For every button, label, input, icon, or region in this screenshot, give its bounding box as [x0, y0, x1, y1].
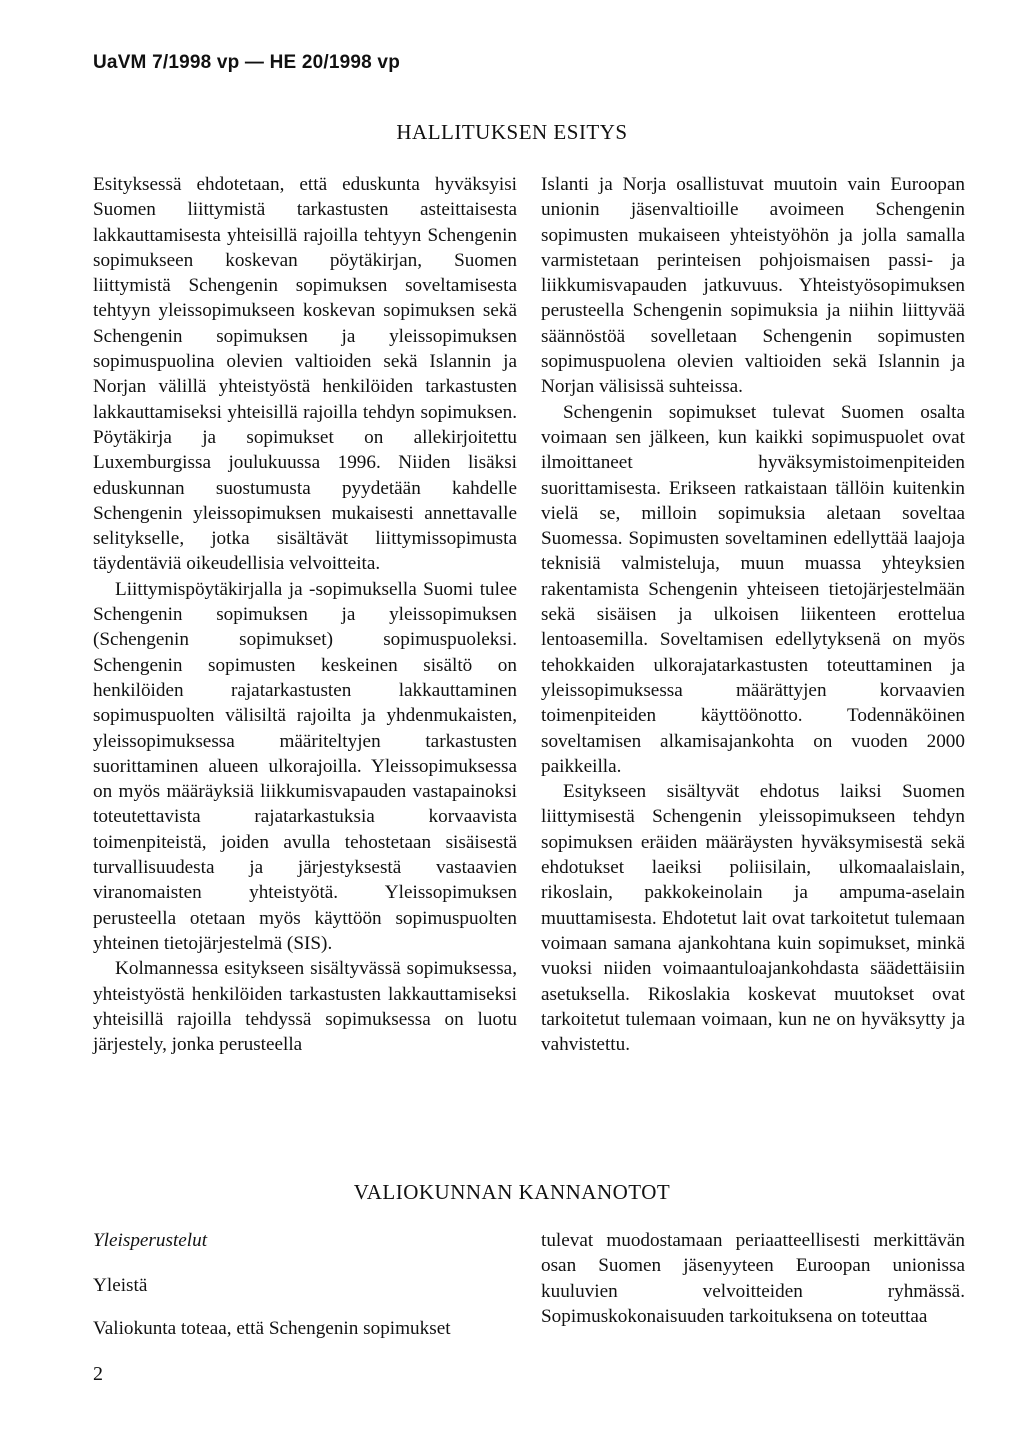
paragraph: tulevat muodostamaan periaatteellisesti merkittävän osan Suomen jäsenyyteen Euroopan unionissa kuuluvien velvoitteiden ryhmässä. Sopimuskokonaisuuden tarkoituksena on toteuttaa [541, 1230, 965, 1327]
paragraph: Schengenin sopimukset tulevat Suomen osalta voimaan sen jälkeen, kun kaikki sopimuspuolet ovat ilmoittaneet hyväksymistoimenpiteiden suorittamisesta. Erikseen ratkaistaan tällöin kuitenkin vielä se, milloin sopimuksia aletaan soveltaa Suomessa. Sopimusten soveltaminen edellyttää laajoja teknisiä valmisteluja, muun muassa yhteyksien rakentamista Schengenin yhteiseen tietojärjestelmään sekä sisäisen ja ulkoisen liikenteen erottelua lentoasemilla. Soveltamisen edellytyksenä on myös tehokkaiden ulkorajatarkastusten toteuttaminen ja yleissopimuksessa määrättyjen korvaavien toimenpiteiden käyttöönotto. Todennäköinen soveltamisen alkamisajankohta on vuoden 2000 paikkeilla. [541, 401, 965, 777]
paragraph: Islanti ja Norja osallistuvat muutoin vain Euroopan unionin jäsenvaltioille avoimeen Schengenin sopimusten mukaiseen yhteistyöhön ja jolla samalla varmistetaan perinteisen pohjoismaisen passi- ja liikkumisvapauden jatkuvuus. Yhteistyösopimuksen perusteella Schengenin sopimuksia ja niihin liittyvää säännöstöä sovelletaan Schengenin sopimusten sopimuspuolena olevien valtioiden sekä Islannin ja Norjan välisissä suhteissa. [541, 174, 965, 398]
section-title-hallituksen-esitys: HALLITUKSEN ESITYS [396, 120, 628, 144]
section1-right-column [541, 172, 965, 1057]
section2-right-column [541, 1228, 965, 1329]
subheading-yleista: Yleistä [93, 1275, 148, 1296]
page-number: 2 [93, 1363, 103, 1385]
subheading-yleisperustelut: Yleisperustelut [93, 1230, 208, 1251]
document-header: UaVM 7/1998 vp — HE 20/1998 vp [93, 52, 400, 73]
section2-left-column [93, 1228, 517, 1341]
section-title-valiokunnan-kannanotot: VALIOKUNNAN KANNANOTOT [353, 1180, 671, 1204]
paragraph: Liittymispöytäkirjalla ja -sopimuksella Suomi tulee Schengenin sopimuksen ja yleissopimuksen (Schengenin sopimukset) sopimuspuoleksi. Schengenin sopimusten keskeinen sisältö on henkilöiden rajatarkastusten lakkauttaminen sopimuspuolten välisiltä rajoilta ja yhdenmukaisten, yleissopimuksessa määriteltyjen tarkastusten suorittaminen alueen ulkorajoilla. Yleissopimuksessa on myös määräyksiä liikkumisvapauden vastapainoksi toteutettavista rajatarkastuksia korvaavista toimenpiteistä, joiden avulla tehostetaan sisäisestä turvallisuudesta ja järjestyksestä vastaavien viranomaisten yhteistyötä. Yleissopimuksen perusteella otetaan myös käyttöön sopimuspuolten yhteinen tietojärjestelmä (SIS). [93, 578, 517, 954]
section1-left-column [93, 172, 517, 1057]
paragraph: Esitykseen sisältyvät ehdotus laiksi Suomen liittymisestä Schengenin yleissopimukseen tehdyn sopimuksen eräiden määräysten hyväksymisestä sekä ehdotukset laeiksi poliisilain, ulkomaalaislain, rikoslain, pakkokeinolain ja ampuma-aselain muuttamisesta. Ehdotetut lait ovat tarkoitetut tulemaan voimaan samana ajankohtana kuin sopimukset, minkä vuoksi niiden voimaantuloajankohdasta säädettäisiin asetuksella. Rikoslakia koskevat muutokset ovat tarkoitetut tulemaan voimaan, kun ne on hyväksytty ja vahvistettu. [541, 781, 965, 1056]
paragraph: Kolmannessa esitykseen sisältyvässä sopimuksessa, yhteistyöstä henkilöiden tarkastusten lakkauttamiseksi yhteisillä rajoilla tehdyssä sopimuksessa on luotu järjestely, jonka perusteella [93, 958, 517, 1056]
paragraph: Esityksessä ehdotetaan, että eduskunta hyväksyisi Suomen liittymistä tarkastusten asteittaisesta lakkauttamisesta yhteisillä rajoilla tehtyyn Schengenin sopimukseen koskevan pöytäkirjan, Suomen liittymistä Schengenin sopimuksen soveltamisesta tehtyyn yleissopimukseen koskevan sopimuksen sekä Schengenin sopimuksen ja yleissopimuksen sopimuspuolina olevien valtioiden sekä Islannin ja Norjan välillä yhteistyöstä henkilöiden tarkastusten lakkauttamiseksi yhteisillä rajoilla tehdyn sopimuksen. Pöytäkirja ja sopimukset on allekirjoitettu Luxemburgissa joulukuussa 1996. Niiden lisäksi eduskunnan suostumusta pyydetään kahdelle Schengenin yleissopimuksen mukaisesti annettavalle selitykselle, jotka sisältävät liittymissopimusta täydentäviä oikeudellisia velvoitteita. [93, 174, 517, 575]
paragraph: Valiokunta toteaa, että Schengenin sopimukset [93, 1318, 451, 1339]
